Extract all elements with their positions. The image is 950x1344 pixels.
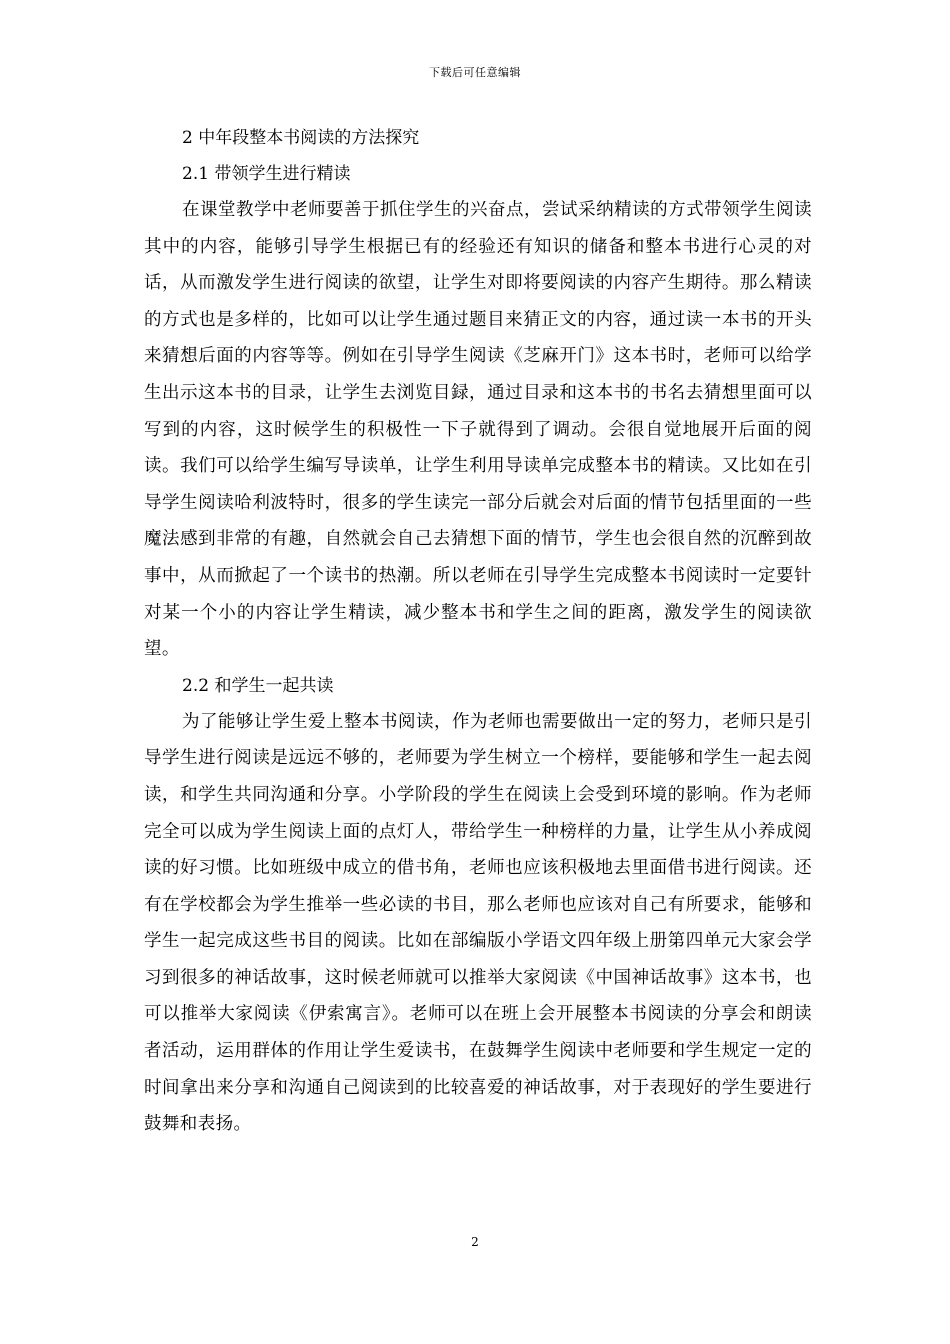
section-heading-2-1: 2.1 带领学生进行精读 [182, 164, 351, 184]
document-body [144, 120, 812, 1143]
paragraph-2-1: 在课堂教学中老师要善于抓住学生的兴奋点，尝试采纳精读的方式带领学生阅读其中的内容，能够引导学生根据已有的经验还有知识的储备和整本书进行心灵的对话，从而激发学生进行阅读的欲望，让学生对即将要阅读的内容产生期待。那么精读的方式也是多样的，比如可以让学生通过题目来猜正文的内容，通过读一本书的开头来猜想后面的内容等等。例如在引导学生阅读《芝麻开门》这本书时，老师可以给学生出示这本书的目录，让学生去浏览目録，通过目录和这本书的书名去猜想里面可以写到的内容，这时候学生的积极性一下子就得到了调动。会很自觉地展开后面的阅读。我们可以给学生编写导读单，让学生利用导读单完成整本书的精读。又比如在引导学生阅读哈利波特时，很多的学生读完一部分后就会对后面的情节包括里面的一些魔法感到非常的有趣，自然就会自己去猜想下面的情节，学生也会很自然的沉醉到故事中，从而掀起了一个读书的热潮。所以老师在引导学生完成整本书阅读时一定要针对某一个小的内容让学生精读，减少整本书和学生之间的距离，激发学生的阅读欲望。 [144, 200, 812, 660]
section-heading-2-2: 2.2 和学生一起共读 [182, 675, 334, 696]
page-number: 2 [471, 1235, 479, 1249]
page-header: 下载后可任意编辑 [429, 66, 521, 79]
section-heading-2: 2 中年段整本书阅读的方法探究 [182, 128, 420, 148]
paragraph-2-2: 为了能够让学生爱上整本书阅读，作为老师也需要做出一定的努力，老师只是引导学生进行阅读是远远不够的，老师要为学生树立一个榜样，要能够和学生一起去阅读，和学生共同沟通和分享。小学阶段的学生在阅读上会受到环境的影响。作为老师完全可以成为学生阅读上面的点灯人，带给学生一种榜样的力量，让学生从小养成阅读的好习惯。比如班级中成立的借书角，老师也应该积极地去里面借书进行阅读。还有在学校都会为学生推举一些必读的书目，那么老师也应该对自己有所要求，能够和学生一起完成这些书目的阅读。比如在部编版小学语文四年级上册第四单元大家会学习到很多的神话故事，这时候老师就可以推举大家阅读《中国神话故事》这本书，也可以推举大家阅读《伊索寓言》。老师可以在班上会开展整本书阅读的分享会和朗读者活动，运用群体的作用让学生爱读书，在鼓舞学生阅读中老师要和学生规定一定的时间拿出来分享和沟通自己阅读到的比较喜爱的神话故事，对于表现好的学生要进行鼓舞和表扬。 [144, 711, 812, 1135]
